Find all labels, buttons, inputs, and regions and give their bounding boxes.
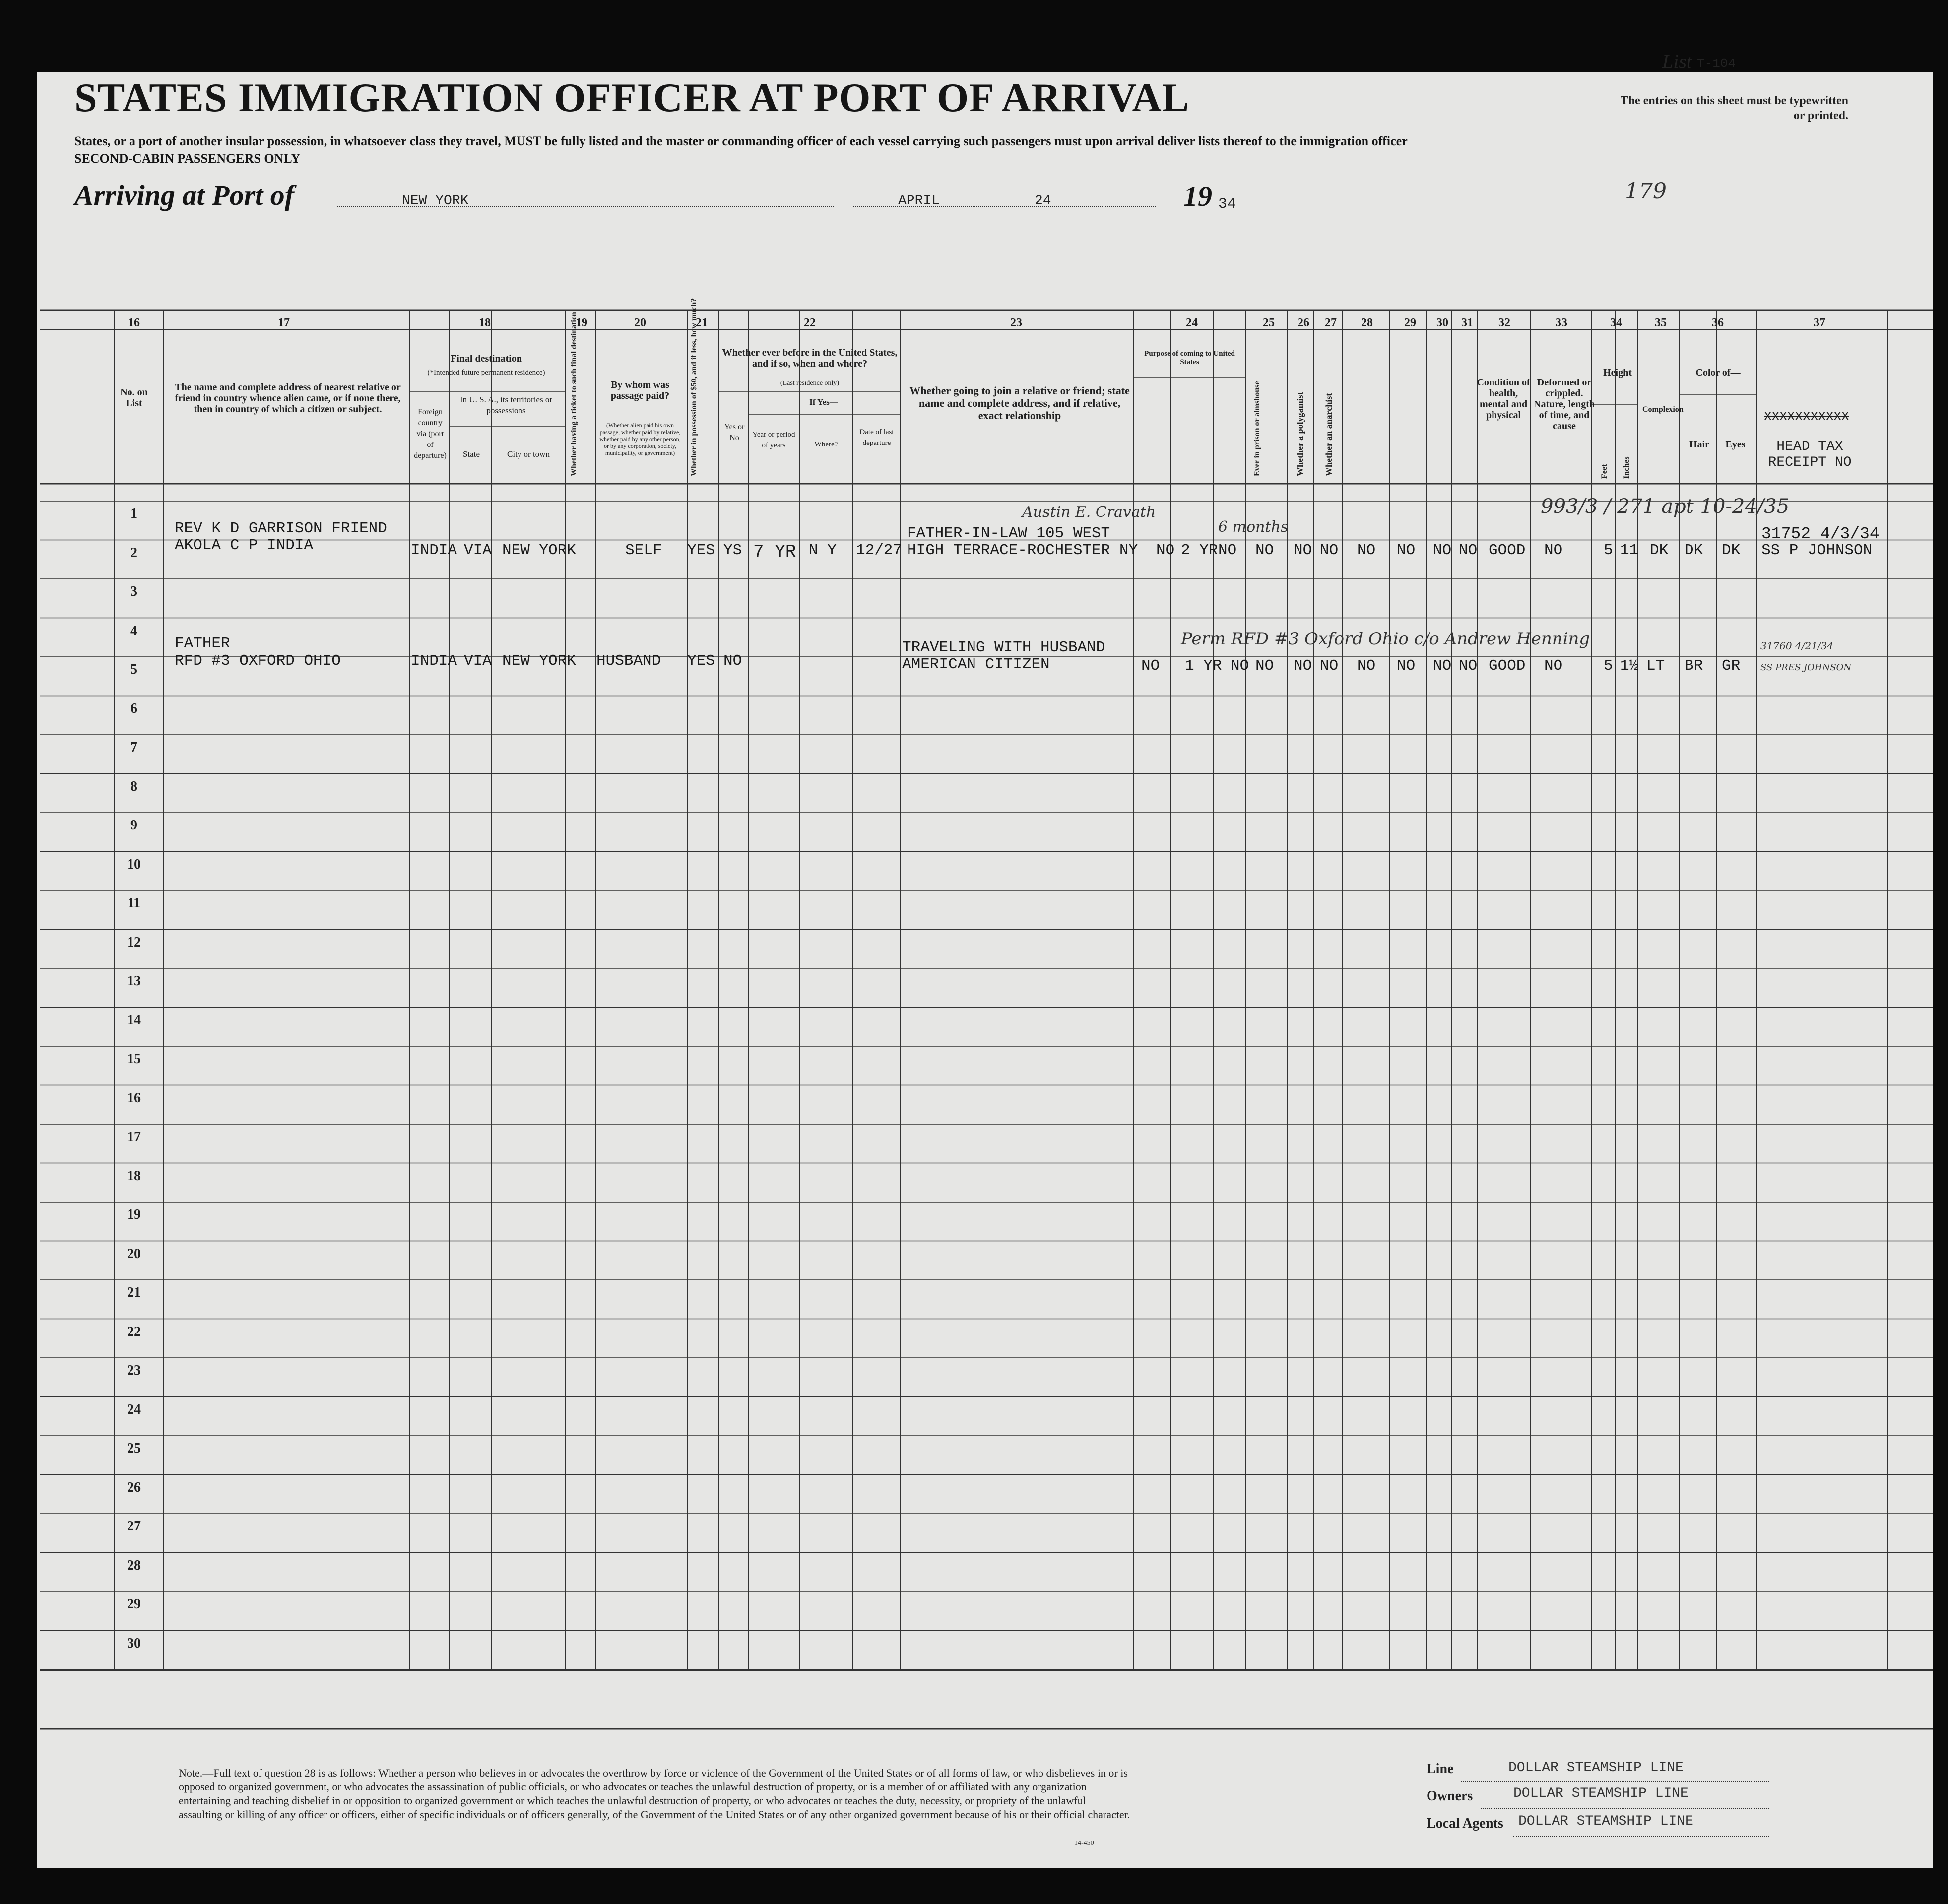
header-purpose: Purpose of coming to United States: [1144, 350, 1235, 366]
column-number: 26: [1298, 317, 1309, 329]
stamp-number: 179: [1625, 179, 1667, 204]
column-number: 29: [1404, 317, 1416, 329]
row4-receipt-line1: 31760 4/21/34: [1760, 640, 1834, 652]
row-number: 23: [127, 1363, 141, 1378]
row-number: 21: [127, 1285, 141, 1300]
row-number: 22: [127, 1324, 141, 1339]
column-number: 27: [1325, 317, 1337, 329]
row1-receipt-line1: 31752 4/3/34: [1761, 525, 1880, 543]
header-date-last-dep: Date of last departure: [859, 428, 894, 447]
header-yes-no: Yes or No: [724, 423, 745, 442]
header-head-tax: HEAD TAX RECEIPT NO: [1768, 439, 1852, 470]
column-number: 17: [278, 317, 290, 329]
column-number: 20: [634, 317, 646, 329]
year-suffix: 34: [1218, 196, 1236, 213]
header-state: State: [463, 449, 480, 459]
header-if-yes: If Yes—: [809, 397, 838, 407]
row1-years: 7 YR: [753, 542, 796, 562]
row1-via: VIA: [464, 542, 492, 559]
row4-q29: NO: [1397, 657, 1416, 675]
owners-value: DOLLAR STEAMSHIP LINE: [1513, 1786, 1688, 1801]
header-usa: In U. S. A., its territories or possessions: [459, 395, 553, 415]
column-number: 18: [479, 317, 491, 329]
row-number: 3: [130, 584, 137, 599]
column-number: 34: [1610, 317, 1622, 329]
row4-relative-line2: RFD #3 OXFORD OHIO: [175, 652, 341, 670]
header-join-relative: Whether going to join a relative or friend; state name and complete address, and if relative, exact relationship: [909, 384, 1130, 422]
row4-relative-line1: FATHER: [175, 635, 230, 652]
row4-city: NEW YORK: [502, 652, 576, 670]
row1-hair: DK: [1685, 542, 1703, 559]
header-eyes: Eyes: [1725, 439, 1746, 450]
column-number: 21: [696, 317, 708, 329]
row-number: 12: [127, 934, 141, 950]
row1-city: NEW YORK: [502, 542, 576, 559]
form-number: 14-450: [1074, 1840, 1094, 1847]
row4-polygamist: NO: [1294, 657, 1312, 675]
header-final-dest-note: (*Intended future permanent residence): [427, 369, 545, 377]
row1-complexion: DK: [1650, 542, 1669, 559]
arriving-label: Arriving at Port of: [74, 179, 295, 211]
row1-q31: NO: [1459, 542, 1478, 559]
row4-eyes: GR: [1722, 657, 1741, 675]
header-final-destination: Final destination: [451, 353, 522, 364]
header-money: Whether in possession of $50, and if less, how much?: [690, 298, 698, 476]
row-number: 9: [130, 818, 137, 833]
row4-purpose: NO: [1141, 657, 1160, 675]
header-prison: Ever in prison or almshouse: [1253, 381, 1261, 476]
day-value: 24: [1035, 193, 1051, 209]
row4-q31: NO: [1459, 657, 1478, 675]
row1-relative-line2: AKOLA C P INDIA: [175, 537, 314, 554]
header-polygamist: Whether a polygamist: [1295, 392, 1305, 476]
column-number: 22: [804, 317, 816, 329]
header-where: Where?: [814, 441, 838, 448]
typewritten-notice: The entries on this sheet must be typewritten or printed.: [1620, 94, 1848, 122]
header-struck-text: XXXXXXXXXXX: [1764, 409, 1849, 424]
row4-q30: NO: [1433, 657, 1452, 675]
row-number: 2: [130, 545, 137, 561]
row4-paid-by: HUSBAND: [596, 652, 661, 670]
intro-text: States, or a port of another insular possession, in whatsoever class they travel, MUST be fully listed and the master or commanding officer of each vessel carrying such passengers must upon arrival deliver lists thereof to the immigration officer: [74, 134, 1408, 148]
class-line: SECOND-CABIN PASSENGERS ONLY: [74, 151, 301, 166]
owners-label: Owners: [1427, 1788, 1473, 1804]
column-number: 16: [128, 317, 140, 329]
line-value: DOLLAR STEAMSHIP LINE: [1508, 1760, 1684, 1776]
row4-anarchist: NO: [1320, 657, 1339, 675]
port-value: NEW YORK: [402, 193, 469, 209]
row1-eyes: DK: [1722, 542, 1741, 559]
header-color-of: Color of—: [1695, 367, 1741, 378]
agents-value: DOLLAR STEAMSHIP LINE: [1518, 1814, 1693, 1829]
column-number: 31: [1461, 317, 1473, 329]
column-number: 25: [1263, 317, 1275, 329]
row1-citizen: NO: [1218, 542, 1237, 559]
row1-anarchist: NO: [1320, 542, 1339, 559]
row4-handwritten-address: Perm RFD #3 Oxford Ohio c/o Andrew Henning: [1181, 629, 1590, 649]
row1-join-line1: FATHER-IN-LAW 105 WEST: [907, 525, 1110, 542]
row-number: 1: [130, 506, 137, 521]
row1-country: INDIA: [411, 542, 457, 559]
column-number: 37: [1814, 317, 1825, 329]
row1-handwritten-reference: 993/3 / 271 apt 10-24/35: [1541, 495, 1790, 518]
row-number: 5: [130, 662, 137, 677]
row-number: 29: [127, 1596, 141, 1612]
row1-date-dep: 12/27: [856, 542, 903, 559]
row4-inches: 1½: [1620, 657, 1639, 675]
month-value: APRIL: [898, 193, 940, 209]
row4-length: 1 YR: [1185, 657, 1222, 675]
column-number: 19: [576, 317, 587, 329]
column-number: 32: [1498, 317, 1510, 329]
row-number: 27: [127, 1519, 141, 1534]
row-number: 7: [130, 740, 137, 755]
row1-where: N Y: [809, 542, 837, 559]
column-number: 28: [1361, 317, 1373, 329]
row-number: 19: [127, 1207, 141, 1222]
agents-label: Local Agents: [1427, 1816, 1503, 1831]
row4-prison: NO: [1255, 657, 1274, 675]
row1-handwritten-duration: 6 months: [1218, 518, 1289, 536]
row1-feet: 5: [1604, 542, 1613, 559]
row1-q28: NO: [1357, 542, 1376, 559]
row4-complexion: LT: [1646, 657, 1665, 675]
row4-money: YES: [687, 652, 715, 670]
row1-purpose: NO: [1156, 542, 1175, 559]
row4-hair: BR: [1685, 657, 1703, 675]
row1-handwritten-name: Austin E. Cravath: [1022, 504, 1156, 521]
row1-inches: 11: [1620, 542, 1639, 559]
header-no-on-list: No. on List: [120, 387, 148, 409]
header-paid-note: (Whether alien paid his own passage, whether paid by relative, whether paid by any other person, or by any corporation, society, municipality, or government): [599, 422, 681, 456]
row-number: 26: [127, 1479, 141, 1495]
row-number: 8: [130, 778, 137, 794]
column-number: 30: [1436, 317, 1448, 329]
column-number: 33: [1556, 317, 1567, 329]
header-hair: Hair: [1689, 439, 1709, 450]
line-label: Line: [1427, 1761, 1454, 1777]
header-ticket: Whether having a ticket to such final destination: [570, 312, 578, 476]
header-height: Height: [1603, 367, 1632, 378]
year-prefix: 19: [1183, 180, 1212, 212]
row-number: 4: [130, 623, 137, 638]
header-nearest-relative: The name and complete address of nearest relative or friend in country whence alien came, or if none there, then in country of which a citizen or subject.: [175, 382, 401, 415]
row-number: 6: [130, 700, 137, 716]
column-number: 24: [1186, 317, 1198, 329]
row1-money: YES: [687, 542, 715, 559]
page-title: STATES IMMIGRATION OFFICER AT PORT OF ARRIVAL: [74, 75, 1190, 120]
row-number: 16: [127, 1090, 141, 1106]
column-number: 36: [1712, 317, 1724, 329]
row1-prison: NO: [1255, 542, 1274, 559]
row1-deformed: NO: [1544, 542, 1563, 559]
header-inches: Inches: [1623, 456, 1631, 479]
row4-join-line1: TRAVELING WITH HUSBAND: [902, 639, 1105, 656]
row4-country: INDIA: [411, 652, 457, 670]
header-deformed: Deformed or crippled. Nature, length of time, and cause: [1534, 377, 1595, 432]
row-number: 15: [127, 1051, 141, 1067]
row-number: 28: [127, 1557, 141, 1573]
list-label: List: [1662, 50, 1692, 72]
row1-q29: NO: [1397, 542, 1416, 559]
footer-note: Note.—Full text of question 28 is as follows: Whether a person who believes in or advocates the overthrow by force or violence of the Government of the United States or of all forms of law, or who disbelieves in or is opposed to organized government, or who advocates the assassination of public officials, or who advocates or teaches the unlawful destruction of property, or is a member of or affiliated with any organization entertaining and teaching disbelief in or opposition to organized government or which teaches the unlawful destruction of property, or who advocates or teaches the duty, necessity, or propriety of the unlawful assaulting or killing of any officer or officers, either of specific individuals or of officers generally, of the Government of the United States or of any other organized government because of his or their official character.: [179, 1767, 1130, 1821]
row4-receipt-line2: SS PRES JOHNSON: [1760, 662, 1852, 673]
header-anarchist: Whether an anarchist: [1324, 393, 1334, 476]
row4-feet: 5: [1604, 657, 1613, 675]
header-passage-paid: By whom was passage paid?: [610, 380, 670, 401]
header-year-period: Year or period of years: [752, 431, 795, 449]
row4-health: GOOD: [1489, 657, 1526, 675]
list-number: T-104: [1697, 56, 1736, 71]
row-number: 24: [127, 1401, 141, 1417]
row4-deformed: NO: [1544, 657, 1563, 675]
header-complexion: Complexion: [1642, 405, 1684, 414]
column-number: 23: [1010, 317, 1022, 329]
row1-before: YS: [723, 542, 742, 559]
header-feet: Feet: [1600, 464, 1609, 479]
row-number: 10: [127, 856, 141, 872]
header-before-in-us: Whether ever before in the United States, and if so, when and where?: [722, 347, 898, 369]
row1-paid-by: SELF: [625, 542, 662, 559]
row4-join-line2: AMERICAN CITIZEN: [902, 656, 1050, 673]
row4-via: VIA: [464, 652, 492, 670]
column-number: 35: [1655, 317, 1667, 329]
row1-polygamist: NO: [1294, 542, 1312, 559]
header-city: City or town: [507, 449, 550, 459]
row1-relative-line1: REV K D GARRISON FRIEND: [175, 520, 387, 537]
header-last-residence: (Last residence only): [780, 380, 840, 387]
row-number: 30: [127, 1635, 141, 1651]
row1-q30: NO: [1433, 542, 1452, 559]
row-number: 13: [127, 973, 141, 989]
row-number: 20: [127, 1246, 141, 1262]
row-number: 18: [127, 1168, 141, 1184]
header-foreign-country: Foreign country via (port of departure): [414, 408, 447, 460]
row-number: 17: [127, 1129, 141, 1144]
row4-q28: NO: [1357, 657, 1376, 675]
row1-length: 2 YR: [1181, 542, 1218, 559]
row4-citizen: NO: [1231, 657, 1249, 675]
row-number: 14: [127, 1012, 141, 1028]
row-number: 25: [127, 1441, 141, 1456]
row4-before: NO: [723, 652, 742, 670]
row1-join-line2: HIGH TERRACE-ROCHESTER NY: [907, 542, 1138, 559]
row-number: 11: [127, 895, 141, 911]
header-health: Condition of health, mental and physical: [1477, 377, 1530, 421]
row1-health: GOOD: [1489, 542, 1526, 559]
row1-receipt-line2: SS P JOHNSON: [1761, 542, 1873, 559]
